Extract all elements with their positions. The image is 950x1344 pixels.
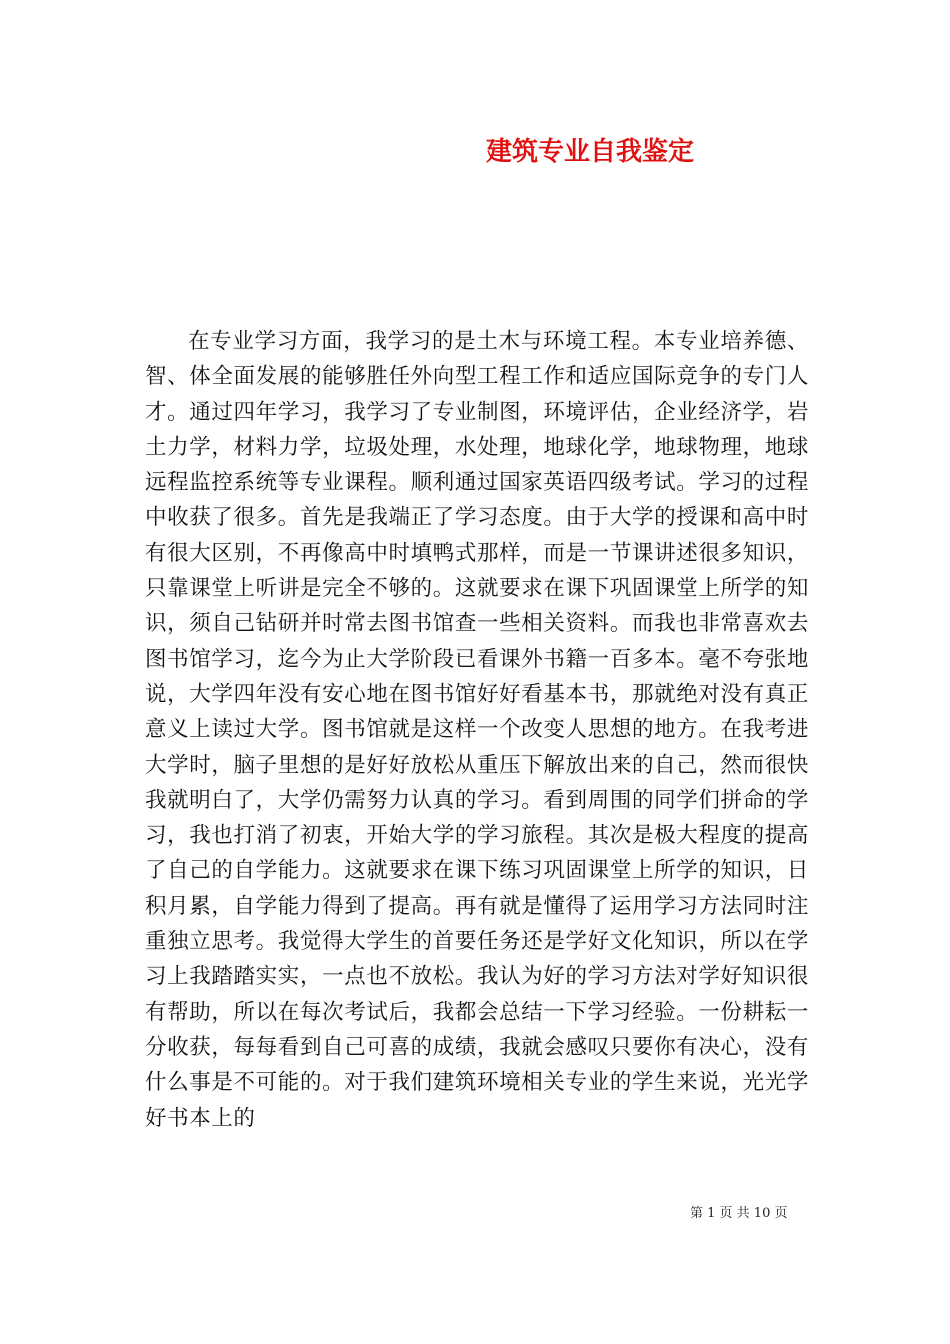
body-paragraph: 在专业学习方面，我学习的是土木与环境工程。本专业培养德、智、体全面发展的能够胜任外向型工程工作和适应国际竞争的专门人才。通过四年学习，我学习了专业制图，环境评估，企业经济学，岩土力学，材料力学，垃圾处理，水处理，地球化学，地球物理，地球远程监控系统等专业课程。顺利通过国家英语四级考试。学习的过程中收获了很多。首先是我端正了学习态度。由于大学的授课和高中时有很大区别，不再像高中时填鸭式那样，而是一节课讲述很多知识，只靠课堂上听讲是完全不够的。这就要求在课下巩固课堂上所学的知识，须自己钻研并时常去图书馆查一些相关资料。而我也非常喜欢去图书馆学习，迄今为止大学阶段已看课外书籍一百多本。毫不夸张地说，大学四年没有安心地在图书馆好好看基本书，那就绝对没有真正意义上读过大学。图书馆就是这样一个改变人思想的地方。在我考进大学时，脑子里想的是好好放松从重压下解放出来的自己，然而很快我就明白了，大学仍需努力认真的学习。看到周围的同学们拼命的学习，我也打消了初衷，开始大学的学习旅程。其次是极大程度的提高了自己的自学能力。这就要求在课下练习巩固课堂上所学的知识，日积月累，自学能力得到了提高。再有就是懂得了运用学习方法同时注重独立思考。我觉得大学生的首要任务还是学好文化知识，所以在学习上我踏踏实实，一点也不放松。我认为好的学习方法对学好知识很有帮助，所以在每次考试后，我都会总结一下学习经验。一份耕耘一分收获，每每看到自己可喜的成绩，我就会感叹只要你有决心，没有什么事是不可能的。对于我们建筑环境相关专业的学生来说，光光学好书本上的 [145,329,809,1131]
page-number-footer: 第 1 页 共 10 页 [690,1206,788,1221]
document-title: 建筑专业自我鉴定 [485,137,694,167]
